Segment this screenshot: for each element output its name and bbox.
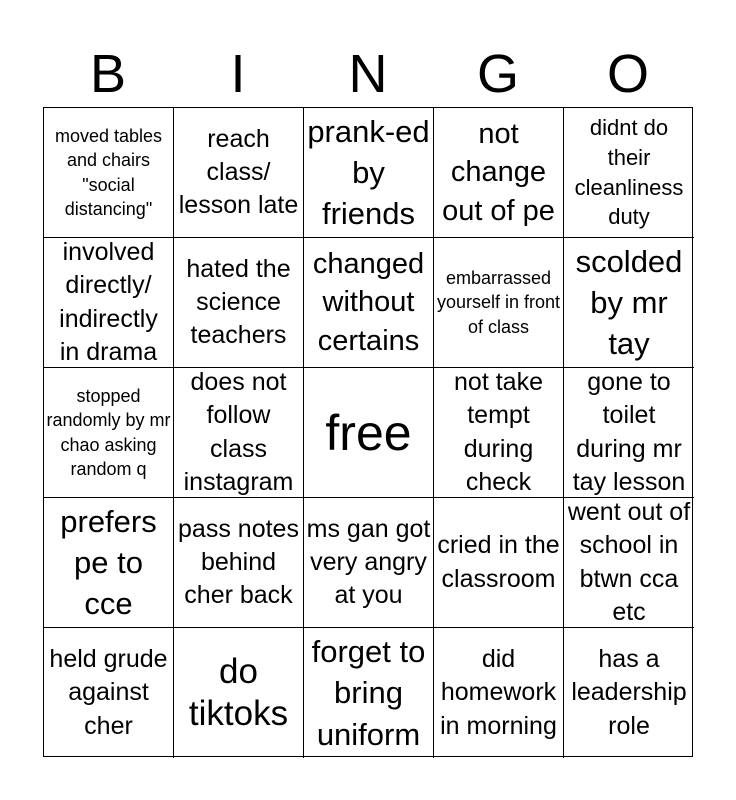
bingo-cell[interactable]: stopped randomly by mr chao asking random q bbox=[44, 368, 174, 498]
bingo-cell[interactable]: ms gan got very angry at you bbox=[304, 498, 434, 628]
bingo-cell[interactable]: pass notes behind cher back bbox=[174, 498, 304, 628]
bingo-cell[interactable]: not change out of pe bbox=[434, 108, 564, 238]
header-letter-o: O bbox=[606, 44, 649, 104]
bingo-cell[interactable]: forget to bring uniform bbox=[304, 628, 434, 758]
bingo-cell[interactable]: reach class/ lesson late bbox=[174, 108, 304, 238]
bingo-cell[interactable]: prefers pe to cce bbox=[44, 498, 174, 628]
bingo-cell[interactable]: not take tempt during check bbox=[434, 368, 564, 498]
bingo-cell[interactable]: has a leadership role bbox=[571, 645, 687, 740]
bingo-cell[interactable]: involved directly/ indirectly in drama bbox=[44, 238, 174, 368]
bingo-cell[interactable]: embarrassed yourself in front of class bbox=[434, 238, 564, 368]
header-letter-n: N bbox=[348, 44, 388, 104]
bingo-card-grid bbox=[43, 107, 693, 757]
bingo-cell[interactable]: did homework in morning bbox=[434, 628, 564, 758]
bingo-cell[interactable]: went out of school in btwn cca etc bbox=[564, 498, 694, 628]
bingo-cell[interactable]: moved tables and chairs "social distancing" bbox=[44, 108, 174, 238]
bingo-header bbox=[43, 44, 693, 104]
bingo-cell[interactable]: cried in the classroom bbox=[434, 498, 564, 628]
bingo-cell[interactable]: hated the science teachers bbox=[174, 238, 304, 368]
bingo-cell[interactable]: does not follow class instagram bbox=[174, 368, 304, 498]
bingo-cell[interactable]: do tiktoks bbox=[174, 628, 304, 758]
header-letter-b: B bbox=[89, 44, 127, 104]
bingo-cell[interactable]: gone to toilet during mr tay lesson bbox=[564, 368, 694, 498]
free-space-cell[interactable]: free bbox=[304, 368, 434, 498]
bingo-cell[interactable]: prank-ed by friends bbox=[304, 108, 434, 238]
header-letter-i: I bbox=[230, 44, 246, 104]
header-letter-g: G bbox=[476, 44, 519, 104]
bingo-cell[interactable]: didnt do their cleanliness duty bbox=[564, 108, 694, 238]
bingo-cell[interactable]: scolded by mr tay bbox=[564, 238, 694, 368]
bingo-cell[interactable]: changed without certains bbox=[304, 238, 434, 368]
bingo-cell[interactable]: held grude against cher bbox=[44, 628, 174, 758]
